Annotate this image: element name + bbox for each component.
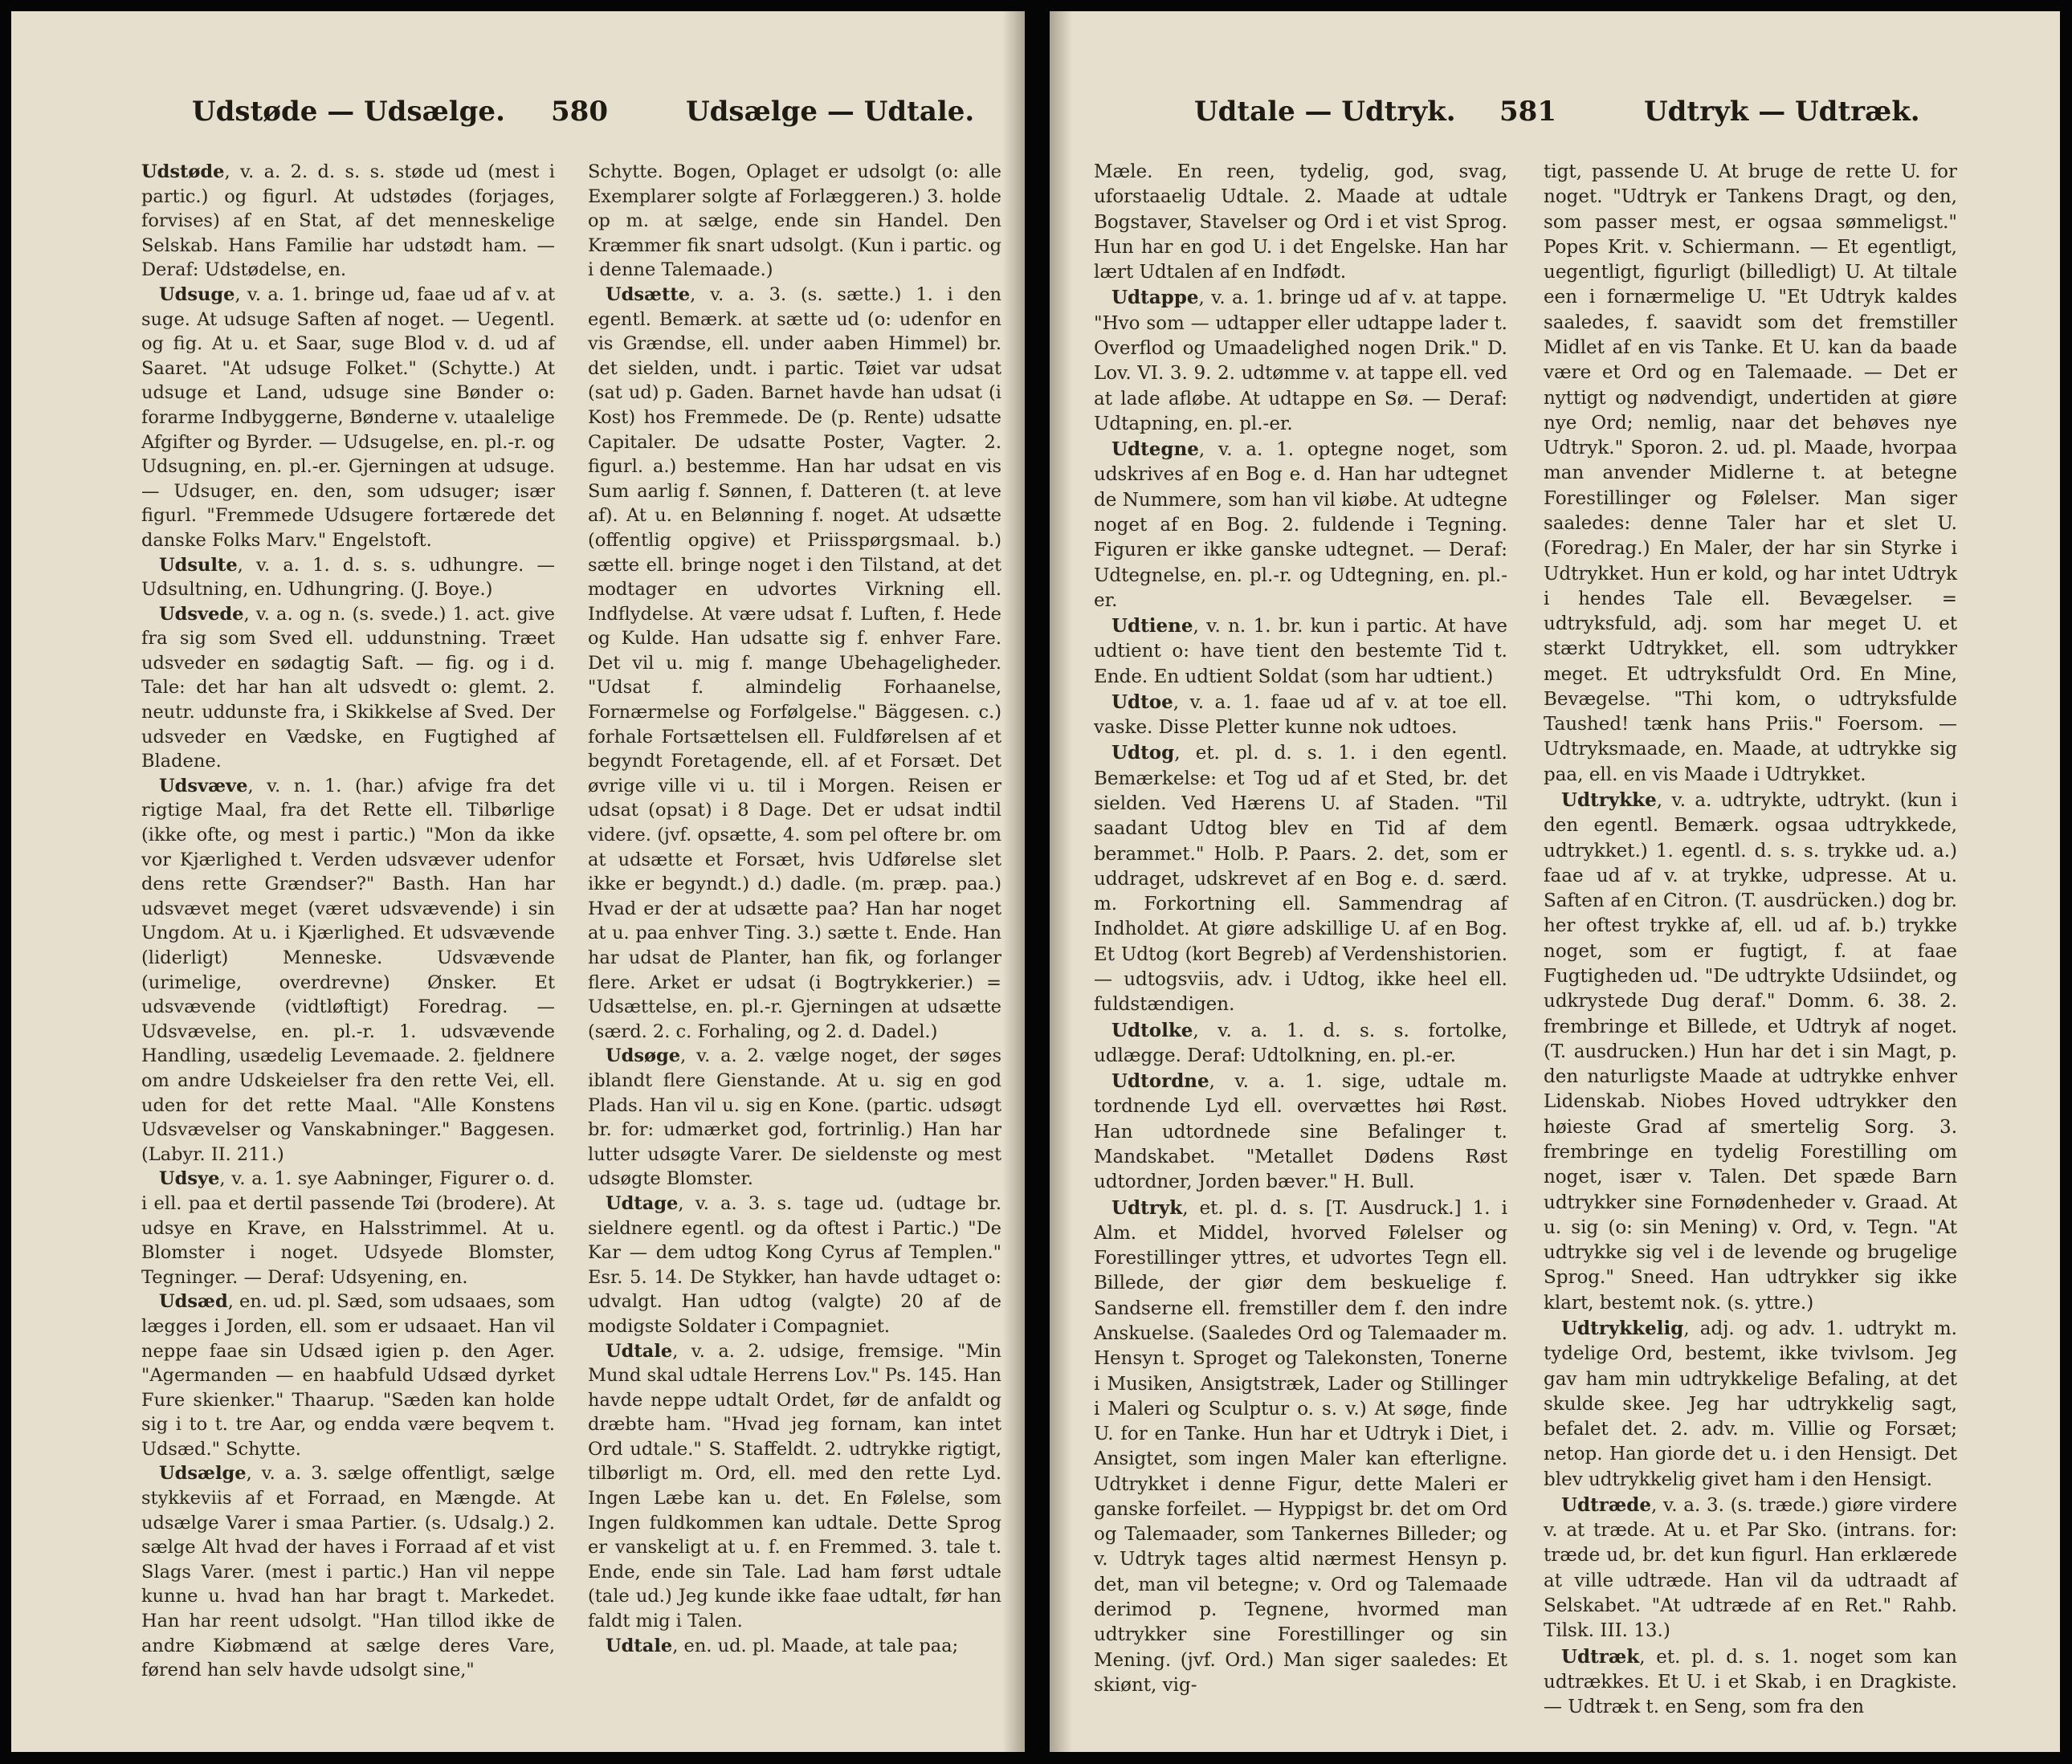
entry-headword: Udtordne [1111,1070,1209,1093]
entry-headword: Udsye [159,1168,220,1190]
dictionary-entry [588,160,1001,283]
dictionary-entry [1544,160,1957,788]
dictionary-entry [141,160,555,283]
entry-headword: Udsuge [159,283,235,305]
dictionary-entry [1094,160,1507,285]
entry-headword: Udtog [1111,742,1175,764]
dictionary-entry [1094,1018,1507,1069]
entry-headword: Udsvæve [159,775,248,796]
entry-headword: Udtrykke [1561,789,1657,812]
entry-text: , v. a. og n. (s. svede.) 1. act. give fra sig som Sved ell. uddunstning. Træet udsveder en sødagtig Saft. — fig. og i d. Tale: det har han alt udsvedt o: glemt. 2. neutr. uddunste fra, i Skikkelse af Sved. Der udsveder en Vædske, en Fugtighed af Bladene. [141,603,555,772]
entry-headword: Udtale [606,1340,673,1362]
entry-text: , v. a. 1. d. s. s. fortolke, udlægge. Deraf: Udtolkning, en. pl.-er. [1094,1020,1507,1066]
entry-text: , v. a. udtrykte, udtrykt. (kun i den egentl. Bemærk. ogsaa udtrykkede, udtrykket.) 1. egentl. d. s. s. trykke ud. a.) faae ud af v. at trykke, udpresse. At u. Saften af en Citron. (T. ausdrücken.) dog br. her oftest trykke af, ell. ud af. b.) trykke noget, som er fugtigt, f. at faae Fugtigheden ud. "De udtrykte Udsiindet, og udkrystede Dug deraf." Domm. 6. 38. 2. frembringe et Billede, et Udtryk af noget. (T. ausdrucken.) Hun har det i sin Magt, p. den naturligste Maade at udtrykke enhver Lidenskab. Niobes Hoved udtrykker den høieste Grad af smertelig Sorg. 3. frembringe en tydelig Forestilling om noget, især v. Talen. Det spæde Barn udtrykker sine Fornødenheder v. Graad. At u. sig (o: sin Mening) v. Ord, v. Tegn. "At udtrykke sig vel i de levende og brugelige Sprog." Sneed. Han udtrykker sig ikke klart, bestemt nok. (s. yttre.) [1544,790,1957,1314]
text-column-1 [1094,160,1507,1698]
entry-text: , v. a. 2. vælge noget, der søges iblandt flere Gienstande. At u. sig en god Plads. Han vil u. sig en Kone. (partic. udsøgt br. for: udmærket god, fortrinlig.) Han har lutter udsøgte Varer. De sieldenste og mest udsøgte Blomster. [588,1045,1001,1190]
entry-text: , v. a. 1. faae ud af v. at toe ell. vaske. Disse Pletter kunne nok udtoes. [1094,691,1507,739]
running-head-left: Udstøde — Udsælge. [192,96,505,128]
entry-headword: Udsæd [159,1291,228,1313]
dictionary-entry [1544,1644,1957,1721]
entry-headword: Udsvede [159,603,244,625]
right-page [1050,11,2060,1752]
dictionary-entry [141,774,555,1167]
dictionary-entry [1094,613,1507,690]
entry-headword: Udsulte [159,554,238,576]
page-number: 581 [1499,96,1556,128]
entry-text: , et. pl. d. s. 1. noget som kan udtrækkes. Et U. i et Skab, i en Dragkiste. — Udtræk t. en Seng, som fra den [1544,1646,1957,1718]
entry-headword: Udtræde [1561,1493,1652,1516]
entry-headword: Udsætte [606,283,691,305]
entry-headword: Udtiene [1111,615,1193,638]
entry-headword: Udstøde [141,161,225,182]
entry-headword: Udtappe [1111,287,1199,309]
entry-text: , v. a. 1. optegne noget, som udskrives af en Bog e. d. Han har udtegnet de Nummere, som han vil kiøbe. At udtegne noget af en Bog. 2. fuldende i Tegning. Figuren er ikke ganske udtegnet. — Deraf: Udtegnelse, en. pl.-r. og Udtegning, en. pl.-er. [1094,439,1507,611]
entry-text: , en. ud. pl. Maade, at tale paa; [672,1635,959,1656]
dictionary-entry [588,1634,1001,1659]
entry-text: , en. ud. pl. Sæd, som udsaaes, som lægges i Jorden, ell. som er udsaaet. Han vil neppe faae sin Udsæd igien p. den Ager. "Agermanden — en haabfuld Udsæd dyrket Fure skienker." Thaarup. "Sæden kan holde sig i to t. tre Aar, og endda være beqvem t. Udsæd." Schytte. [141,1291,555,1460]
entry-text: , v. a. 3. sælge offentligt, sælge stykkeviis af et Forraad, en Mængde. At udsælge Varer i smaa Partier. (s. Udsalg.) 2. sælge Alt hvad der haves i Forraad af et vist Slags Varer. (mest i partic.) Han vil neppe kunne u. hvad han har bragt t. Markedet. Han har reent udsolgt. "Han tillod ikke de andre Kiøbmænd at sælge deres Vare, førend han selv havde udsolgt sine," [141,1463,555,1681]
entry-headword: Udtale [606,1635,673,1656]
dictionary-entry [141,1289,555,1461]
dictionary-entry [1094,690,1507,741]
gutter-shadow [1002,11,1025,1752]
entry-text: , et. pl. d. s. 1. i den egentl. Bemærkelse: et Tog ud af et Sted, br. det sielden. Ved Hærens U. af Staden. "Til saadant Udtog blev en Tid af dem berammet." Holb. P. Paars. 2. det, som er uddraget, udskrevet af en Bog e. d. særd. m. Forkortning ell. Sammendrag af Indholdet. At giøre adskillige U. af en Bog. Et Udtog (kort Begreb) af Verdenshistorien. — udtogsviis, adv. i Udtog, ikke heel ell. fuldstændigen. [1094,743,1507,1016]
entry-text: tigt, passende U. At bruge de rette U. for noget. "Udtryk er Tankens Dragt, og den, som passer mest, er ogsaa sømmeligst." Popes Krit. v. Schiermann. — Et egentligt, uegentligt, figurligt (billedligt) U. At tiltale een i fornærmelige U. "Et Udtryk kaldes saaledes, f. saavidt som det fremstiller Midlet af en vis Tanke. Et U. kan da baade være et Ord og en Talemaade. — Det er nyttigt og nødvendigt, undertiden at giøre nye Ord; nemlig, naar det behøves nye Udtryk." Sporon. 2. ud. pl. Maade, hvorpaa man anvender Midlerne t. at betegne Forestillinger og Følelser. Man siger saaledes: denne Taler har et slet U. (Foredrag.) En Maler, der har sin Styrke i Udtrykket. Hun er kold, og har intet Udtryk i hendes Tale ell. Bevægelser. = udtryksfuld, adj. som har meget U. et stærkt Udtrykket, ell. som udtrykker meget. Et udtryksfuldt Ord. En Mine, Bevægelse. "Thi kom, o udtryksfulde Taushed! tænk hans Priis." Foersom. — Udtryksmaade, en. Maade, at udtrykke sig paa, ell. en vis Maade i Udtrykket. [1544,161,1957,785]
dictionary-entry [141,283,555,553]
dictionary-entry [588,1339,1001,1634]
dictionary-entry [141,602,555,774]
running-head [11,96,1025,144]
entry-headword: Udtrykkelig [1561,1317,1684,1339]
running-head [1050,96,2060,144]
dictionary-entry [1094,1196,1507,1699]
text-column-1 [141,160,555,1683]
entry-headword: Udtryk [1111,1196,1183,1219]
left-page [11,11,1025,1752]
entry-text: , v. a. 1. bringe ud af v. at tappe. "Hvo som — udtapper eller udtappe lader t. Overflod og Umaadelighed nogen Drik." D. Lov. VI. 3. 9. 2. udtømme v. at tappe ell. ved at lade afløbe. At udtappe en Sø. — Deraf: Udtapning, en. pl.-er. [1094,287,1507,434]
dictionary-entry [1094,740,1507,1017]
dictionary-entry [1544,788,1957,1316]
dictionary-entry [1544,1493,1957,1644]
entry-text: , v. a. 2. d. s. s. støde ud (mest i partic.) og figurl. At udstødes (forjages, forvises) af en Stat, af det menneskelige Selskab. Hans Familie har udstødt ham. — Deraf: Udstødelse, en. [141,161,555,281]
page-number: 580 [551,96,608,128]
entry-text: Mæle. En reen, tydelig, god, svag, uforstaaelig Udtale. 2. Maade at udtale Bogstaver, Stavelser og Ord i et vist Sprog. Hun har en god U. i det Engelske. Han har lært Udtalen af en Indfødt. [1094,161,1507,283]
entry-text: , v. a. 1. bringe ud, faae ud af v. at suge. At udsuge Saften af noget. — Uegentl. og fig. At u. et Saar, suge Blod v. d. ud af Saaret. "At udsuge Folket." (Schytte.) At udsuge et Land, udsuge sine Bønder o: forarme Indbyggerne, Bønderne v. utaalelige Afgifter og Byrder. — Udsugelse, en. pl.-r. og Udsugning, en. pl.-er. Gjerningen at udsuge. — Udsuger, en. den, som udsuger; især figurl. "Fremmede Udsugere fortærede det danske Folks Marv." Engelstoft. [141,283,555,551]
dictionary-entry [1544,1316,1957,1493]
entry-text: , v. a. 1. sye Aabninger, Figurer o. d. i ell. paa et dertil passende Tøi (broderе). At udsye en Krave, en Halsstrimmel. At u. Blomster i noget. Udsyede Blomster, Tegninger. — Deraf: Udsyening, en. [141,1168,555,1288]
entry-text: , v. a. 3. (s. træde.) giøre virdere v. at træde. At u. et Par Sko. (intrans. for: træde ud, br. det kun figurl. Han erklærede at ville udtræde. Han vil da udtraadt af Selskabet. "At udtræde af en Ret." Rahb. Tilsk. III. 13.) [1544,1494,1957,1642]
entry-headword: Udsælge [159,1463,247,1485]
dictionary-entry [141,1461,555,1682]
entry-text: , v. a. 3. (s. sætte.) 1. i den egentl. Bemærk. at sætte ud (o: udenfor en vis Grændse, ell. under aaben Himmel) br. det sielden, undt. i partic. Tøiet var udsat (sat ud) p. Gaden. Barnet havde han udsat (i Kost) hos Fremmede. De (p. Rente) udsatte Capitaler. De udsatte Poster, Vagter. 2. figurl. a.) bestemme. Han har udsat en vis Sum aarlig f. Sønnen, f. Datteren (t. at leve af). At u. en Belønning f. noget. At udsætte (offentlig opgive) et Priisspørgsmaal. b.) sætte ell. bringe noget i den Tilstand, at det modtager en udvortes Virkning ell. Indflydelse. At være udsat f. Luften, f. Hede og Kulde. Han udsatte sig f. enhver Fare. Det vil u. mig f. mange Ubehageligheder. "Udsat f. almindelig Forhaanelse, Fornærmelse og Forfølgelse." Bäggesen. c.) forhale Fortsættelsen ell. Fuldførelsen af et begyndt Foretagende, ell. af et Forsæt. Det øvrige ville vi u. til i Morgen. Reisen er udsat (opsat) i 8 Dage. Det er udsat indtil videre. (jvf. opsætte, 4. som pel oftere br. om at udsætte et Forsæt, hvis Udførelse slet ikke er begyndt.) d.) dadle. (m. præp. paa.) Hvad er der at udsætte paa? Han har noget at u. paa enhver Ting. 3.) sætte t. Ende. Han har udsat de Planter, han fik, og forlanger flere. Arket er udsat (i Bogtrykkerier.) = Udsættelse, en. pl.-r. Gjerningen at udsætte (særd. 2. c. Forhaling, og 2. d. Dadel.) [588,283,1001,1042]
entry-text: , v. n. 1. br. kun i partic. At have udtient o: have tient den bestemte Tid t. Ende. En udtient Soldat (som har udtient.) [1094,616,1507,687]
entry-headword: Udtoe [1111,691,1173,713]
dictionary-entry [588,1192,1001,1339]
dictionary-entry [1094,437,1507,613]
running-head-left: Udtale — Udtryk. [1194,96,1456,128]
entry-text: , v. a. 3. s. tage ud. (udtage br. sieldnere egentl. og da oftest i Partic.) "De Kar — dem udtog Kong Cyrus af Templen." Esr. 5. 14. De Stykker, han havde udtaget o: udvalgt. Han udtog (valgte) 20 af de modigste Soldater i Compagniet. [588,1192,1001,1337]
text-column-2 [1544,160,1957,1720]
dictionary-entry [1094,1069,1507,1195]
entry-headword: Udsøge [606,1045,681,1067]
dictionary-entry [588,283,1001,1044]
entry-headword: Udtegne [1111,438,1199,461]
entry-headword: Udtræk [1561,1645,1640,1668]
entry-text: Schytte. Bogen, Oplaget er udsolgt (o: alle Exemplarer solgte af Forlæggeren.) 3. holde op m. at sælge, ende sin Handel. Den Kræmmer fik snart udsolgt. (Kun i partic. og i denne Talemaade.) [588,161,1001,281]
dictionary-entry [141,553,555,602]
entry-headword: Udtolke [1111,1019,1193,1041]
running-head-right: Udtryk — Udtræk. [1644,96,1920,128]
running-head-right: Udsælge — Udtale. [686,96,975,128]
entry-text: , adj. og adv. 1. udtrykt m. tydelige Ord, bestemt, ikke tvivlsom. Jeg gav ham min udtrykkelige Befaling, at det skulde skee. Jeg har udtrykkelig sagt, befalet det. 2. adv. m. Villie og Forsæt; netop. Han giorde det u. i den Hensigt. Det blev udtrykkelig givet ham i den Hensigt. [1544,1318,1957,1490]
entry-text: , v. a. 1. sige, udtale m. tordnende Lyd ell. overvættes høi Røst. Han udtordnede sine Befalinger t. Mandskabet. "Metallet Dødens Røst udtordner, Jorden bæver." H. Bull. [1094,1071,1507,1193]
dictionary-entry [141,1167,555,1289]
text-column-2 [588,160,1001,1658]
entry-text: , v. a. 2. udsige, fremsige. "Min Mund skal udtale Herrens Lov." Ps. 145. Han havde neppe udtalt Ordet, før de anfaldt og dræbte ham. "Hvad jeg fornam, kan intet Ord udtale." S. Staffeldt. 2. udtrykke rigtigt, tilbørligt m. Ord, ell. med den rette Lyd. Ingen Læbe kan u. det. En Følelse, som Ingen fuldkommen kan udtale. Dette Sprog er vanskeligt at u. f. en Fremmed. 3. tale t. Ende, ende sin Tale. Lad ham først udtale (tale ud.) Jeg kunde ikke faae udtalt, før han faldt mig i Talen. [588,1340,1001,1632]
entry-text: , v. n. 1. (har.) afvige fra det rigtige Maal, fra det Rette ell. Tilbørlige (ikke ofte, og mest i partic.) "Mon da ikke vor Kjærlighed t. Verden udsvæver udenfor dens rette Grændser?" Basth. Han har udsvævet meget (været udsvævende) i sin Ungdom. At u. i Kjærlighed. Et udsvævende (liderligt) Menneske. Udsvævende (urimelige, overdrevne) Ønsker. Et udsvævende (vidtløftigt) Foredrag. — Udsvævelse, en. pl.-r. 1. udsvævende Handling, usædelig Levemaade. 2. fjeldnere om andre Udskeielser fra den rette Vei, ell. uden for det rette Maal. "Alle Konstens Udsvævelser og Vanskabninger." Baggesen. (Labyr. II. 211.) [141,775,555,1165]
gutter-shadow [1050,11,1072,1752]
entry-headword: Udtage [606,1192,679,1214]
entry-text: , v. a. 1. d. s. s. udhungre. — Udsultning, en. Udhungring. (J. Boye.) [141,554,555,601]
dictionary-entry [1094,285,1507,437]
entry-text: , et. pl. d. s. [T. Ausdruck.] 1. i Alm. et Middel, hvorved Følelser og Forestillinger yttres, et udvortes Tegn ell. Billede, der giør dem beskuelige f. Sandserne ell. fremstiller dem f. den indre Anskuelse. (Saaledes Ord og Talemaader m. Hensyn t. Sproget og Talekonsten, Tonerne i Musiken, Ansigtstræk, Lader og Stillinger i Maleri og Sculptur o. s. v.) At søge, finde U. for en Tanke. Hun har et Udtryk i Diet, i Ansigtet, som ingen Maler kan efterligne. Udtrykket i denne Figur, dette Maleri er ganske forfeilet. — Hyppigst br. det om Ord og Talemaader, som Tankernes Billeder; og v. Udtryk tages altid nærmest Hensyn p. det, man vil betegne; v. Ord og Talemaade derimod p. Tegnene, hvormed man udtrykker sine Forestillinger og sin Mening. (jvf. Ord.) Man siger saaledes: Et skiønt, vig- [1094,1197,1507,1696]
dictionary-entry [588,1044,1001,1192]
